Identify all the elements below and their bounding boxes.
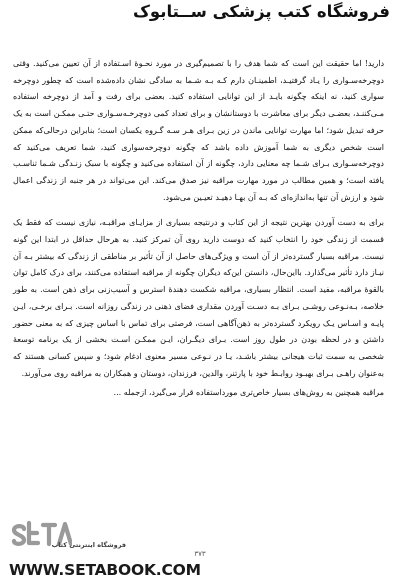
paragraph: مراقبه همچنین به روش‌های بسیار خاص‌تری مورداستفاده قرار می‌گیرد، ازجمله ... (113, 388, 384, 398)
setabook-logo (10, 517, 125, 559)
document-body (13, 56, 384, 402)
page-number: ۳۷۳ (194, 550, 206, 558)
paragraph: برای به دست آوردن بهترین نتیجه از این کتاب و درنتیجه بسیاری از مزایـای مراقبـه، نیازی نیست که فقط یک قسمت از زندگی خود را انتخاب کنید که دوست دارید روی آن تمرکز کنید. به هرحال حداقل در ابتدا این گونه نیست. مراقبه بسیار گسترده‌تر از آن است و ویژگی‌های حاصل از آن تأثیر بر مناطقی از زندگی که بیشتر بـه آن نیـاز دارد تأثیر می‌گذارد. بااین‌حال، دانستن این‌که دیگران چگونه از مراقبه استفاده می‌کنند، برای درک کامل توان بالقوهٔ مراقبه، مفید است. انتظار بسیاری، مراقبه شکست دهندهٔ استرس و آسیب‌زنی برای ذهن است. به طور خلاصه، بـه‌نـوعی روشـی بـرای بـه دسـت آوردن مقداری فضای ذهنی در زندگی روزانه است. بـرای برخـی، ایـن پایـه و اسـاس یـک رویکرد گسترده‌تر به ذهن‌آگاهی است، فرصتی برای تماس با اساس چیزی که به معنی حضور داشتن و در لحظه بودن در طول روز است. بـرای دیگـران، ایـن ممکـن اسـت بخشی از یک برنامه توسعهٔ شخصی به سمت ثبات هیجانی بیشتر باشـد، یـا در نـوعی مسیر معنوی ادغام شود؛ و سپس کسانی هستند که به‌عنوان راهـی بـرای بهبـود روابـط خود با پارتنر، والدین، فرزندان، دوستان و همکاران به مراقبه روی می‌آورند. (13, 218, 385, 378)
website-url: WWW.SETABOOK.COM (9, 561, 201, 579)
logo-subtitle: فروشگاه اینترنتی کتاب (51, 541, 126, 549)
page-header-title: فروشگاه کتب پزشکی ســتابوک (133, 2, 390, 21)
paragraph: دارید! اما حقیقت این است که شما هدف را با تصمیم‌گیری در مورد نحـوهٔ اسـتفاده از آن تعیین می‌کنید. وقتی دوچرخه‌سـواری را یـاد گرفتیـد، اطمینـان دارم کـه بـه شـما به سادگی نشان داده‌شده است که چطور دوچرخه سواری کنید، نه اینکه چگونه بایـد از این توانایی استفاده کنید. بعضی برای رفت و آمد از دوچرخه استفاده مـی‌کننـد، بعضـی دیگر برای معاشرت با دوستانشان و برای تعداد کمی دوچرخـه‌سـواری حتـی ممکـن است به یک حرفه تبدیل شود؛ اما مهارت توانایی ماندن در زین بـرای هـر سـه گـروه یکسان است؛ بنابراین درحالی‌که ممکن است شخص دیگری به شما آموزش داده باشد که چگونه دوچرخه‌سواری کنید، شما تعریف می‌کنید که دوچرخه‌سـواری بـرای شـما چه معنایی دارد، چگونه از آن استفاده می‌کنید و چگونه با سبک زنـدگی شـما تناسـب یافته است؛ و همین مطالب در مورد مهارت مراقبه نیز صدق می‌کند. این می‌تواند در هر جنبه از زندگی اعمال شود و ارزش آن تنها به‌اندازه‌ای که بـه آن بهـا دهیـد تعیـین می‌شود. (13, 59, 385, 202)
